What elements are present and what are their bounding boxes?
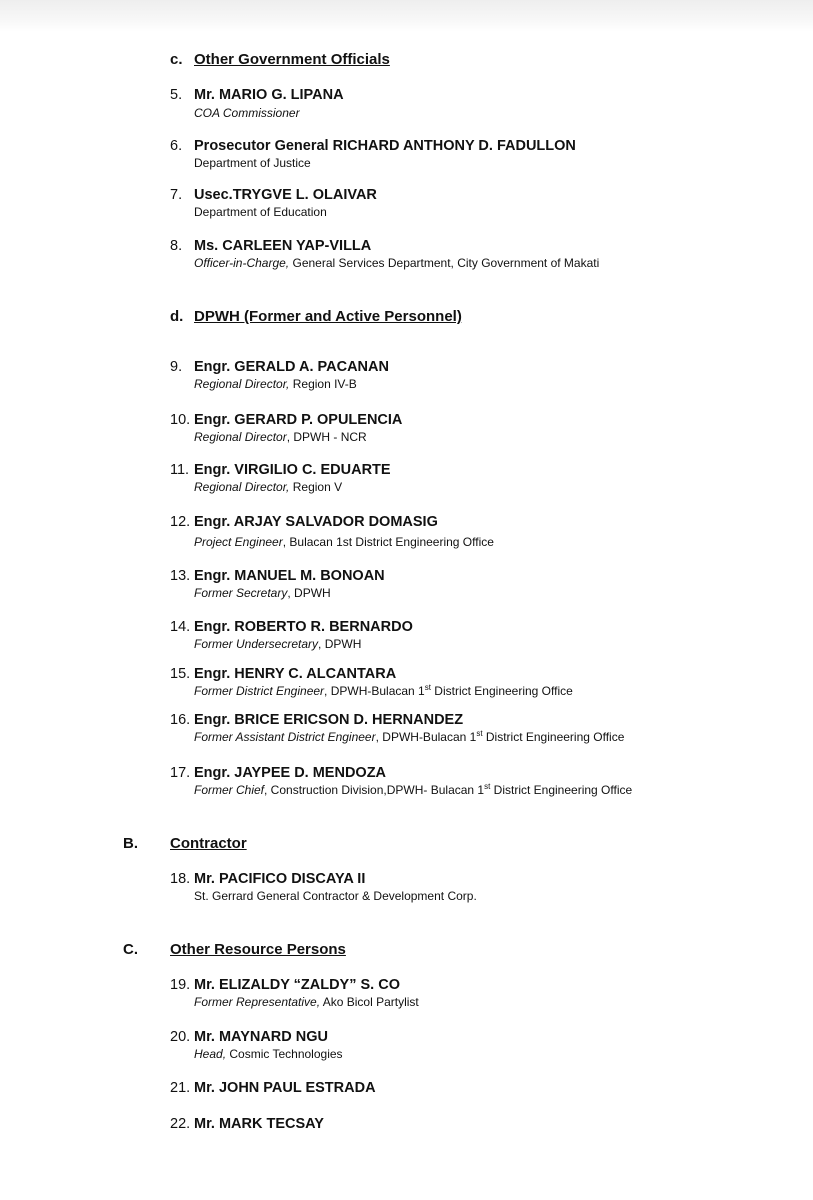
item-description (194, 586, 331, 600)
item-role: Regional Director, (194, 377, 290, 391)
item-office: Department of Education (194, 205, 327, 219)
item-description (194, 1047, 343, 1061)
item-role: Head, (194, 1047, 227, 1061)
item-role: COA Commissioner (194, 106, 300, 120)
item-name: Engr. VIRGILIO C. EDUARTE (194, 462, 391, 478)
item-name: Prosecutor General RICHARD ANTHONY D. FADULLON (194, 138, 576, 154)
section-heading-d (170, 308, 462, 325)
item-description (194, 377, 357, 391)
item-name: Engr. HENRY C. ALCANTARA (194, 666, 397, 682)
item-name: Mr. ELIZALDY “ZALDY” S. CO (194, 977, 400, 993)
ordinal-suffix: st (484, 782, 491, 791)
item-number: 13. (170, 568, 191, 584)
item-office: Ako Bicol Partylist (320, 995, 419, 1009)
section-heading-C (123, 941, 346, 958)
item-name: Engr. GERARD P. OPULENCIA (194, 412, 403, 428)
section-title: DPWH (Former and Active Personnel) (194, 308, 462, 325)
item-description (194, 205, 327, 219)
section-letter: B. (123, 835, 138, 852)
section-letter: C. (123, 941, 138, 958)
item-name: Engr. ARJAY SALVADOR DOMASIG (194, 514, 438, 530)
item-office: , DPWH - NCR (286, 430, 367, 444)
item-description (194, 684, 573, 698)
item-name: Ms. CARLEEN YAP-VILLA (194, 238, 372, 254)
item-role: Regional Director, (194, 480, 290, 494)
item-role: Former Chief (194, 783, 265, 797)
item-number: 5. (170, 87, 183, 103)
item-name: Engr. MANUEL M. BONOAN (194, 568, 385, 584)
item-number: 18. (170, 871, 191, 887)
item-name: Engr. JAYPEE D. MENDOZA (194, 765, 387, 781)
item-office: , DPWH (318, 637, 362, 651)
item-role: Regional Director (194, 430, 287, 444)
item-role: Former District Engineer (194, 684, 325, 698)
item-name: Engr. GERALD A. PACANAN (194, 359, 389, 375)
item-number: 6. (170, 138, 183, 154)
item-number: 7. (170, 187, 183, 203)
section-title: Other Government Officials (194, 51, 390, 68)
item-name: Mr. JOHN PAUL ESTRADA (194, 1080, 376, 1096)
item-office-rest: District Engineering Office (490, 783, 633, 797)
item-office: St. Gerrard General Contractor & Development Corp. (194, 889, 477, 903)
item-office-rest: District Engineering Office (482, 730, 625, 744)
item-role: Project Engineer (194, 535, 283, 549)
item-office: , Construction Division,DPWH- Bulacan 1 (264, 783, 485, 797)
section-letter: d. (170, 308, 184, 325)
item-number: 20. (170, 1029, 191, 1045)
item-description (194, 106, 300, 120)
item-description (194, 480, 342, 494)
item-office: , DPWH-Bulacan 1 (324, 684, 425, 698)
item-name: Mr. MAYNARD NGU (194, 1029, 329, 1045)
item-office-rest: District Engineering Office (430, 684, 573, 698)
item-description (194, 430, 367, 444)
item-description (194, 730, 624, 744)
section-title: Contractor (170, 835, 247, 852)
item-office: , DPWH (287, 586, 331, 600)
item-number: 9. (170, 359, 183, 375)
item-office: , Bulacan 1st District Engineering Office (282, 535, 494, 549)
item-role: Former Secretary (194, 586, 288, 600)
item-number: 8. (170, 238, 183, 254)
item-role: Officer-in-Charge, (194, 256, 290, 270)
item-number: 14. (170, 619, 191, 635)
item-number: 21. (170, 1080, 191, 1096)
item-number: 17. (170, 765, 191, 781)
item-office: Region V (289, 480, 343, 494)
item-description (194, 637, 361, 651)
section-heading-B (123, 835, 247, 852)
item-description (194, 889, 477, 903)
item-description (194, 783, 632, 797)
item-office: , DPWH-Bulacan 1 (375, 730, 477, 744)
item-office: General Services Department, City Government of Makati (289, 256, 600, 270)
item-role: Former Undersecretary (194, 637, 319, 651)
item-office: Region IV-B (289, 377, 357, 391)
ordinal-suffix: st (424, 683, 431, 692)
item-name: Mr. MARK TECSAY (194, 1116, 324, 1132)
section-title: Other Resource Persons (170, 941, 346, 958)
item-office: Cosmic Technologies (226, 1047, 343, 1061)
item-number: 22. (170, 1116, 191, 1132)
item-name: Mr. MARIO G. LIPANA (194, 87, 344, 103)
item-office: Department of Justice (194, 156, 311, 170)
item-role: Former Assistant District Engineer (194, 730, 376, 744)
item-number: 10. (170, 412, 191, 428)
page-top-shadow (0, 0, 813, 32)
item-description (194, 535, 494, 549)
section-letter: c. (170, 51, 183, 68)
section-heading-c (170, 51, 390, 68)
item-description (194, 256, 599, 270)
item-name: Engr. BRICE ERICSON D. HERNANDEZ (194, 712, 464, 728)
item-number: 19. (170, 977, 191, 993)
item-name: Mr. PACIFICO DISCAYA II (194, 871, 366, 887)
item-number: 15. (170, 666, 191, 682)
item-name: Engr. ROBERTO R. BERNARDO (194, 619, 413, 635)
item-number: 11. (170, 462, 190, 478)
item-number: 16. (170, 712, 191, 728)
ordinal-suffix: st (476, 729, 483, 738)
item-role: Former Representative, (194, 995, 321, 1009)
item-name: Usec.TRYGVE L. OLAIVAR (194, 187, 377, 203)
item-description (194, 156, 311, 170)
item-number: 12. (170, 514, 191, 530)
item-description (194, 995, 419, 1009)
